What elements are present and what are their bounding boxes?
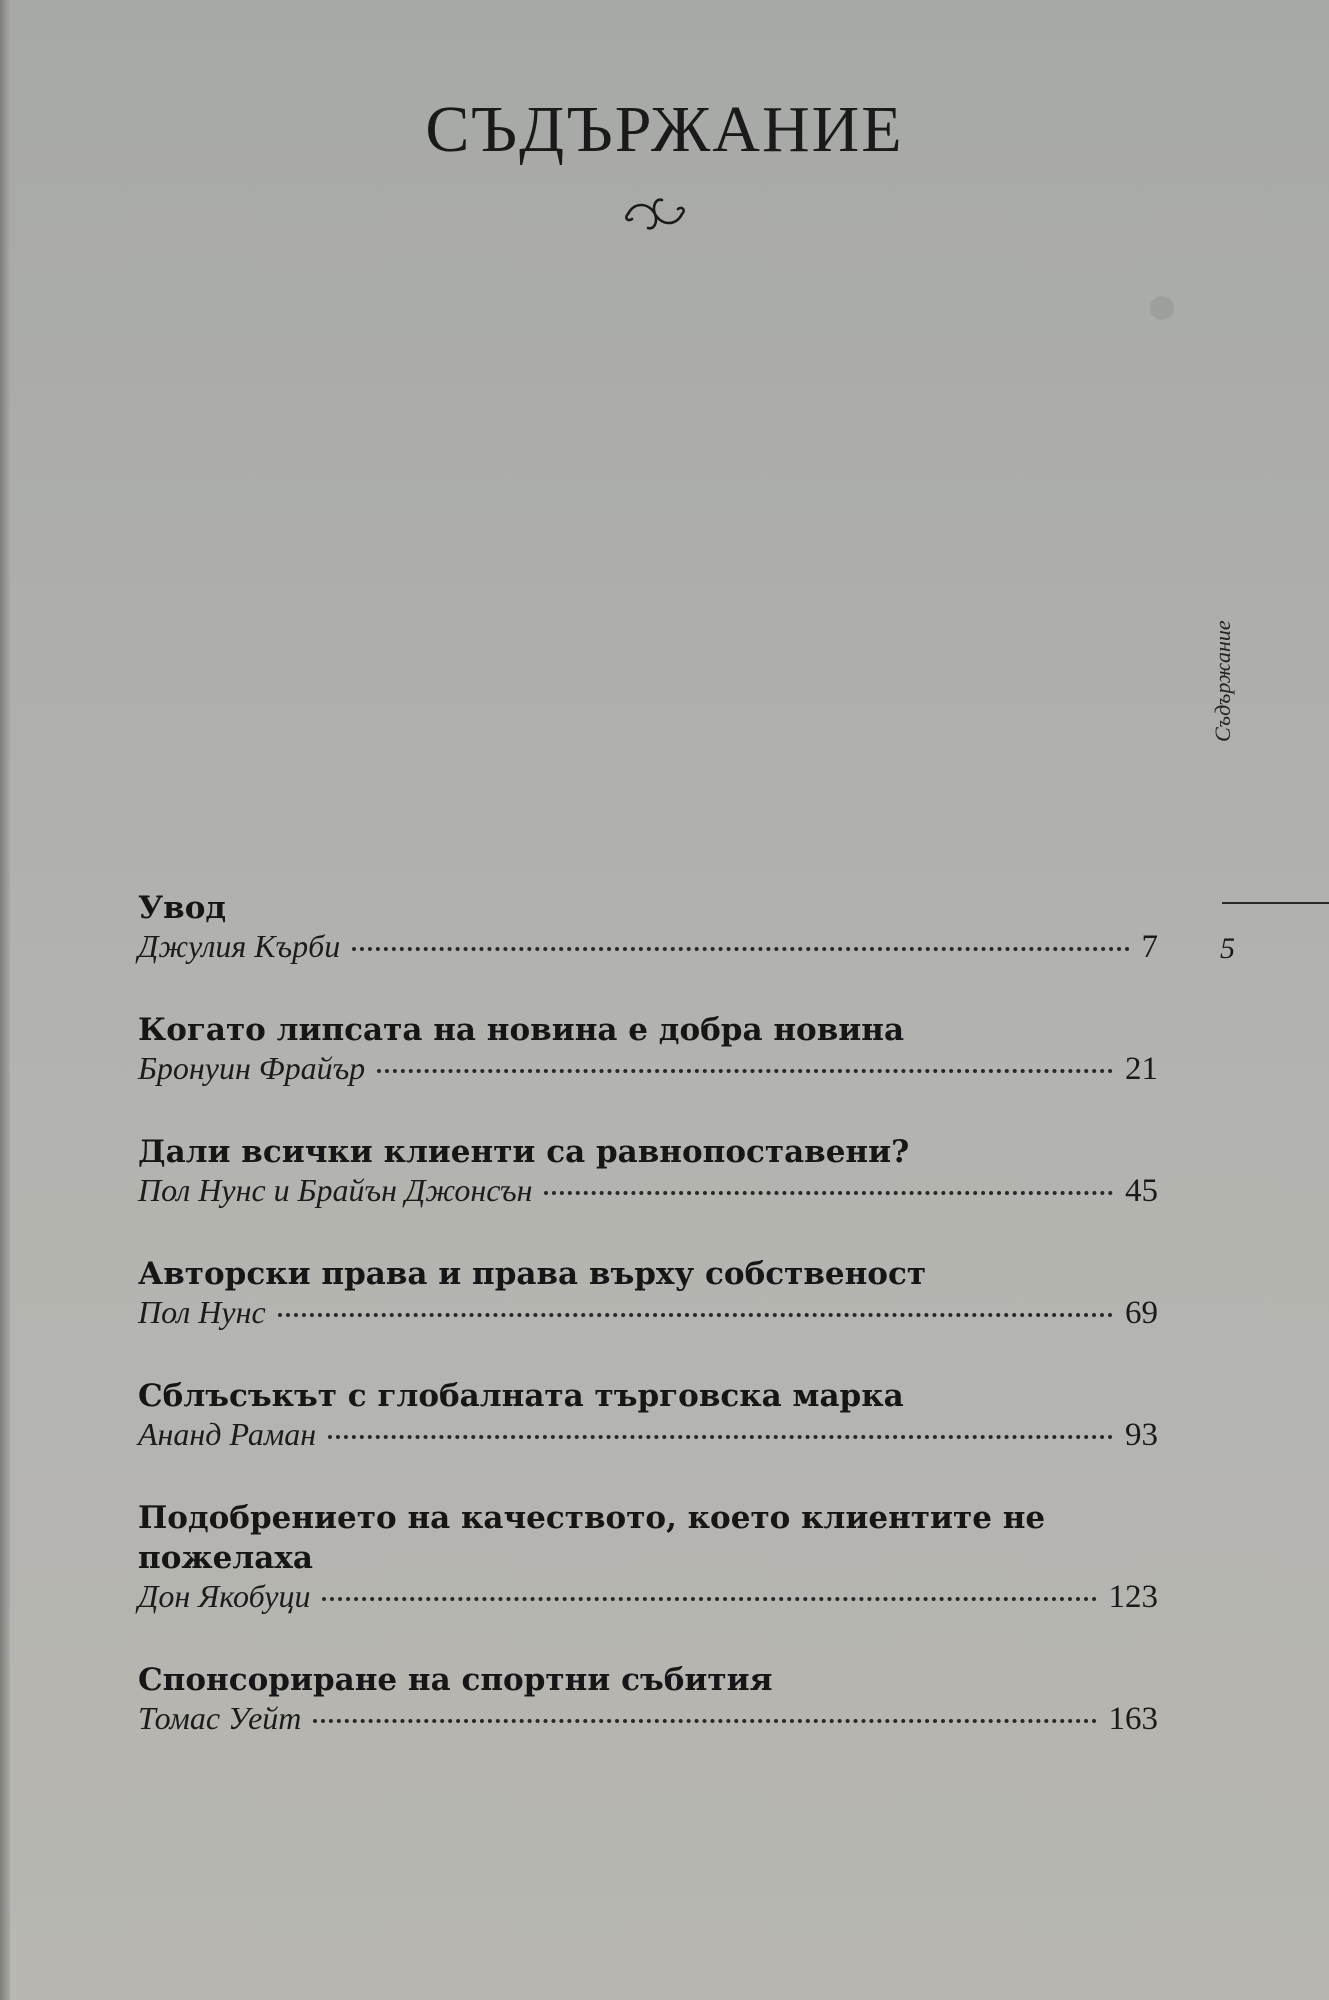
toc-entry-line xyxy=(138,1700,1158,1744)
toc-entry-line xyxy=(138,1172,1158,1216)
chapter-page-number: 163 xyxy=(1108,1701,1158,1737)
page-edge-shadow xyxy=(0,0,10,2000)
chapter-page-number: 69 xyxy=(1125,1295,1158,1331)
toc-entry[interactable] xyxy=(138,1254,1158,1338)
toc-entry[interactable] xyxy=(138,1376,1158,1460)
chapter-page-number: 93 xyxy=(1125,1417,1158,1453)
chapter-author: Томас Уейт xyxy=(138,1700,302,1736)
chapter-author: Ананд Раман xyxy=(138,1416,317,1452)
page-folio: 5 xyxy=(1220,932,1235,965)
chapter-author: Пол Нунс xyxy=(138,1294,266,1330)
toc-entry-line xyxy=(138,1050,1158,1094)
chapter-title: Когато липсата на новина е добра новина xyxy=(138,1012,905,1048)
toc-entry-line xyxy=(138,1294,1158,1338)
chapter-page-number: 21 xyxy=(1125,1051,1158,1087)
toc-entry-line xyxy=(138,928,1158,972)
chapter-title: Дали всички клиенти са равнопоставени? xyxy=(138,1134,910,1170)
chapter-page-number: 45 xyxy=(1125,1173,1158,1209)
fleuron-icon xyxy=(620,192,690,238)
chapter-author: Бронуин Фрайър xyxy=(138,1050,366,1086)
toc-entry[interactable] xyxy=(138,1132,1158,1216)
toc-entry[interactable] xyxy=(138,1010,1158,1094)
chapter-page-number: 7 xyxy=(1141,929,1158,965)
dot-leader xyxy=(544,1191,1113,1195)
chapter-title: Подобрението на качеството, което клиентите не пожелаха xyxy=(138,1500,1046,1576)
toc-entry-line xyxy=(138,1416,1158,1460)
dot-leader xyxy=(278,1313,1113,1317)
table-of-contents xyxy=(138,888,1158,1782)
dot-leader xyxy=(352,947,1129,951)
chapter-title: Сблъсъкът с глобалната търговска марка xyxy=(138,1378,904,1414)
chapter-author: Джулия Кърби xyxy=(138,928,341,964)
side-rule xyxy=(1222,902,1329,904)
chapter-title: Спонсориране на спортни събития xyxy=(138,1662,773,1698)
running-head: Съдържание xyxy=(1210,620,1235,742)
toc-entry[interactable] xyxy=(138,1660,1158,1744)
toc-entry[interactable] xyxy=(138,1498,1158,1622)
chapter-page-number: 123 xyxy=(1108,1579,1158,1615)
page-title: СЪДЪРЖАНИЕ xyxy=(425,93,904,166)
toc-entry-line xyxy=(138,1578,1158,1622)
dot-leader xyxy=(322,1597,1096,1601)
toc-entry[interactable] xyxy=(138,888,1158,972)
chapter-author: Дон Якобуци xyxy=(138,1578,311,1614)
paper-speck xyxy=(1150,296,1174,320)
chapter-title: Увод xyxy=(138,890,227,926)
dot-leader xyxy=(328,1435,1113,1439)
chapter-title: Авторски права и права върху собственост xyxy=(138,1256,927,1292)
dot-leader xyxy=(313,1719,1096,1723)
chapter-author: Пол Нунс и Брайън Джонсън xyxy=(138,1172,533,1208)
dot-leader xyxy=(377,1069,1113,1073)
